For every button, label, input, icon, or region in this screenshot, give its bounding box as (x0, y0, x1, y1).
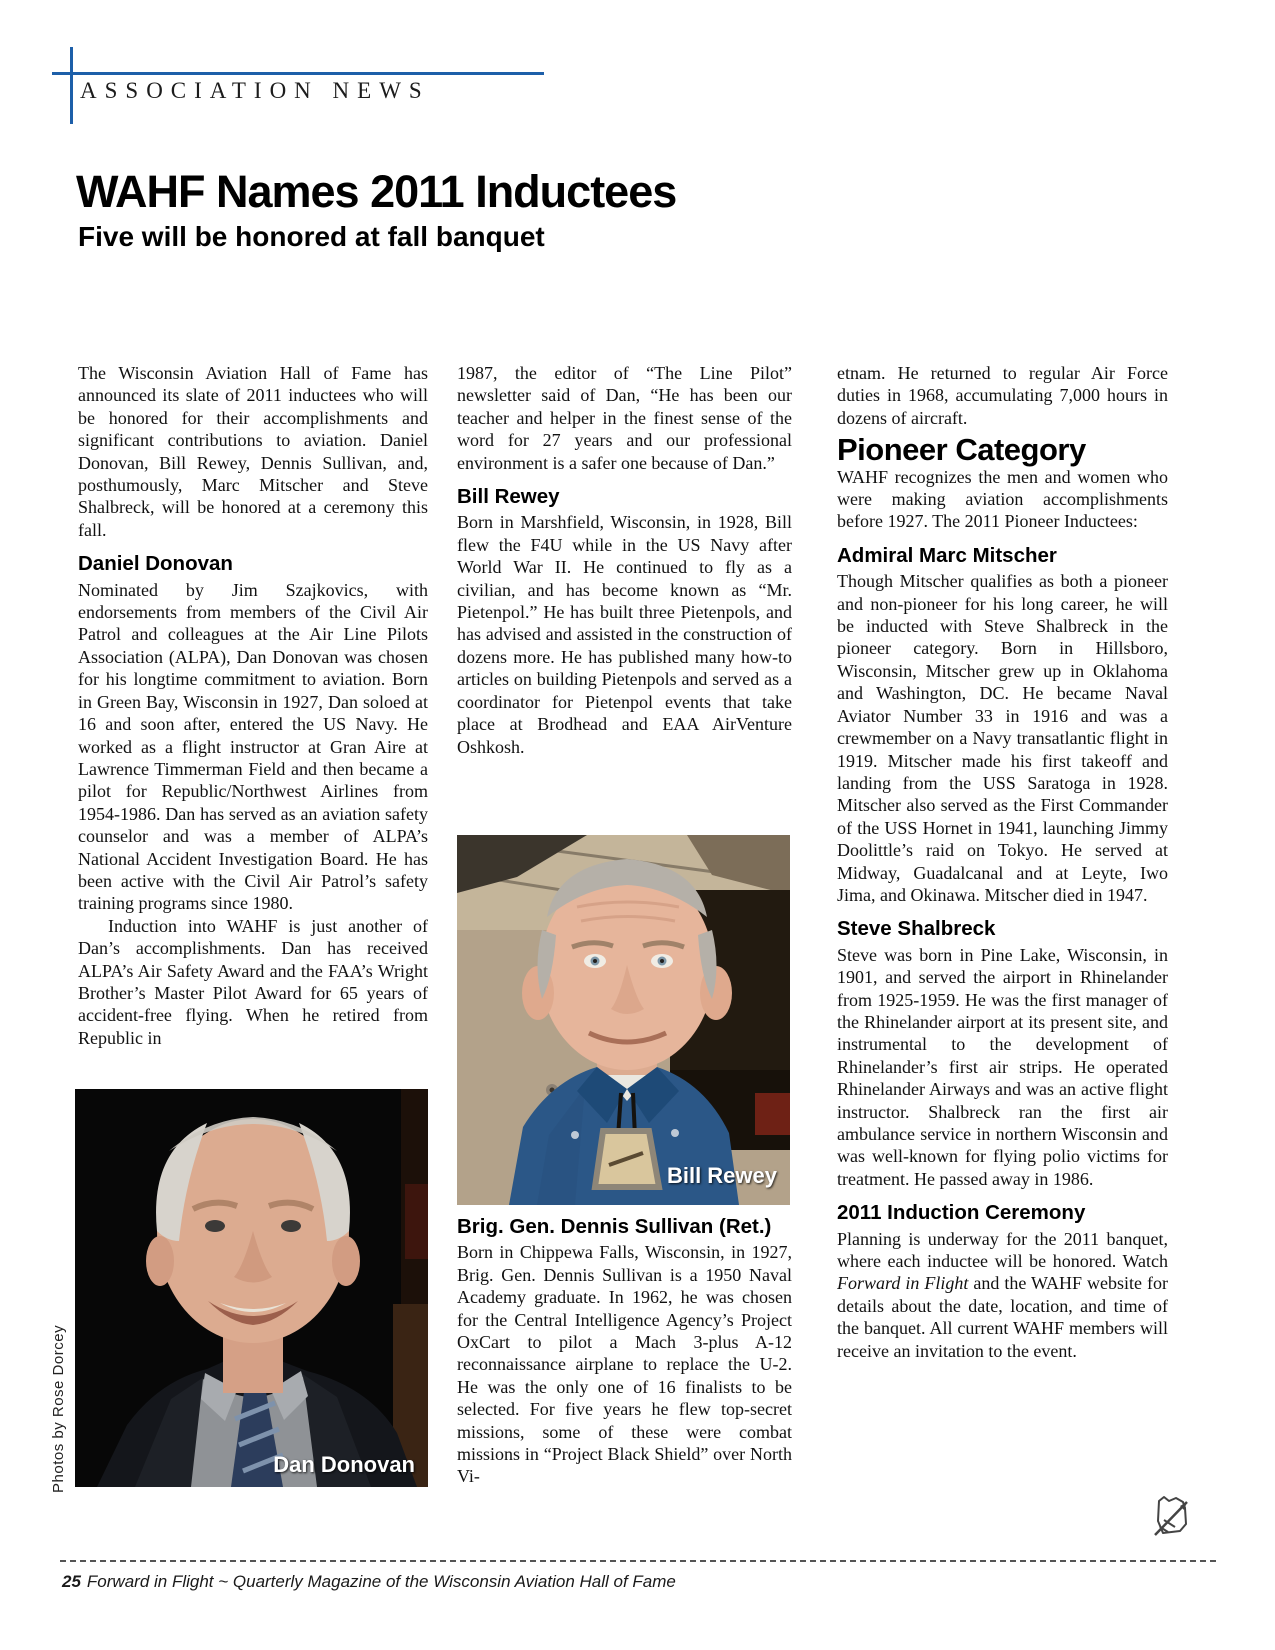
ceremony-heading: 2011 Induction Ceremony (837, 1201, 1086, 1225)
page-number: 25 (62, 1572, 81, 1591)
body-paragraph: Though Mitscher qualifies as both a pioneer and non-pioneer for his long career, he will be inducted with Steve Shalbreck in the pioneer category. Born in Hillsboro, Wisconsin, Mitscher grew up in Oklahoma and Washington, DC. He became Naval Aviator Number 33 in 1916 and was a crewmember on a Navy transatlantic flight in 1919. Mitscher made his first takeoff and landing from the USS Saratoga in 1928. Mitscher also served as the First Commander of the USS Hornet in 1941, launching Jimmy Doolittle’s raid on Tokyo. He served at Midway, Guadalcanal and at Leyte, Iwo Jima, and Okinawa. Mitscher died in 1947. (837, 571, 1168, 905)
article-column-1 (78, 362, 428, 1086)
body-paragraph: Born in Chippewa Falls, Wisconsin, in 1927, Brig. Gen. Dennis Sullivan is a 1950 Naval Academy graduate. In 1962, he was chosen for the Central Intelligence Agency’s Project OxCart to pilot a Mach 3-plus A-12 reconnaissance airplane to replace the U-2. He was the only one of 16 finalists to be selected. For five years he flew top-secret missions, some of these were combat missions in “Project Black Shield” over North Vi- (457, 1242, 792, 1487)
article-column-2-lower (457, 1216, 792, 1546)
footer-text: Forward in Flight ~ Quarterly Magazine of the Wisconsin Aviation Hall of Fame (86, 1572, 676, 1591)
pioneer-category-heading: Pioneer Category (837, 432, 1086, 468)
body-paragraph: 1987, the editor of “The Line Pilot” newsletter said of Dan, “He has been our teacher and helper in the finest sense of the word for 27 years and our professional environment is a safer one because of Dan.” (457, 363, 792, 473)
bill-rewey-photo (457, 835, 790, 1205)
page-subtitle: Five will be honored at fall banquet (78, 221, 545, 252)
ceremony-text: Planning is underway for the 2011 banquet, where each inductee will be honored. Watch (837, 1228, 1168, 1272)
inductee-heading-rewey: Bill Rewey (457, 485, 560, 509)
photo-caption-donovan: Dan Donovan (273, 1452, 415, 1477)
page-title: WAHF Names 2011 Inductees (76, 166, 677, 217)
photo-credit: Photos by Rose Dorcey (50, 1324, 67, 1493)
inductee-heading-sullivan: Brig. Gen. Dennis Sullivan (Ret.) (457, 1216, 772, 1238)
magazine-name-italic: Forward in Flight (837, 1273, 969, 1294)
body-paragraph: Induction into WAHF is just another of Dan’s accomplishments. Dan has received ALPA’s Air Safety Award and the FAA’s Wright Brother’s Master Pilot Award for 65 years of accident-free flying. When he retired from Republic in (78, 915, 428, 1048)
footer (62, 1572, 1162, 1592)
wisconsin-plane-end-mark-icon (1150, 1494, 1192, 1538)
inductee-heading-shalbreck: Steve Shalbreck (837, 917, 996, 941)
dan-donovan-photo (75, 1089, 428, 1487)
body-paragraph: Steve was born in Pine Lake, Wisconsin, in 1901, and served the airport in Rhinelander from 1925-1959. He was the first manager of the Rhinelander airport at its present site, and instrumental to the development of Rhinelander’s first air strips. He operated Rhinelander Airways and was an active flight instructor. Shalbreck ran the first air ambulance service in northern Wisconsin and was well-known for flying polio victims for treatment. He passed away in 1986. (837, 944, 1168, 1189)
portrait-illustration (457, 835, 790, 1205)
portrait-illustration (75, 1089, 428, 1487)
inductee-heading-donovan: Daniel Donovan (78, 552, 233, 576)
intro-paragraph: The Wisconsin Aviation Hall of Fame has announced its slate of 2011 inductees who will be honored for their accomplishments and significant contributions to aviation. Daniel Donovan, Bill Rewey, Dennis Sullivan, and, posthumously, Marc Mitscher and Steve Shalbreck, will be honored at a ceremony this fall. (78, 363, 428, 540)
body-paragraph (837, 1228, 1168, 1362)
inductee-heading-mitscher: Admiral Marc Mitscher (837, 543, 1057, 567)
ceremony-text: and the WAHF website for details about the date, location, and time of the banquet. All current WAHF members will receive an invitation to the event. (837, 1273, 1168, 1361)
article-column-3 (837, 362, 1168, 1537)
header-horizontal-rule (52, 72, 544, 75)
article-column-2-upper (457, 362, 792, 830)
header-vertical-rule (70, 47, 73, 124)
footer-dashed-rule (60, 1560, 1216, 1562)
body-paragraph: Born in Marshfield, Wisconsin, in 1928, Bill flew the F4U while in the US Navy after World War II. He continued to fly as a civilian, and has become known as “Mr. Pietenpol.” He has built three Pietenpols, and has advised and assisted in the construction of dozens more. He has published many how-to articles on building Pietenpols and served as a coordinator for Pietenpol events that take place at Brodhead and EAA AirVenture Oshkosh. (457, 512, 792, 757)
section-kicker: ASSOCIATION NEWS (80, 78, 430, 103)
body-paragraph: etnam. He returned to regular Air Force duties in 1968, accumulating 7,000 hours in dozens of aircraft. (837, 363, 1168, 428)
body-paragraph: Nominated by Jim Szajkovics, with endorsements from members of the Civil Air Patrol and colleagues at the Air Line Pilots Association (ALPA), Dan Donovan was chosen for his longtime commitment to aviation. Born in Green Bay, Wisconsin in 1927, Dan soloed at 16 and soon after, entered the US Navy. He worked as a flight instructor at Gran Aire at Lawrence Timmerman Field and then became a pilot for Republic/Northwest Airlines from 1954-1986. Dan has served as an aviation safety counselor and was a member of ALPA’s National Accident Investigation Board. He has been active with the Civil Air Patrol’s safety training programs since 1980. (78, 579, 428, 914)
photo-caption-rewey: Bill Rewey (666, 1163, 777, 1188)
body-paragraph: WAHF recognizes the men and women who were making aviation accomplishments before 1927. The 2011 Pioneer Inductees: (837, 466, 1168, 532)
